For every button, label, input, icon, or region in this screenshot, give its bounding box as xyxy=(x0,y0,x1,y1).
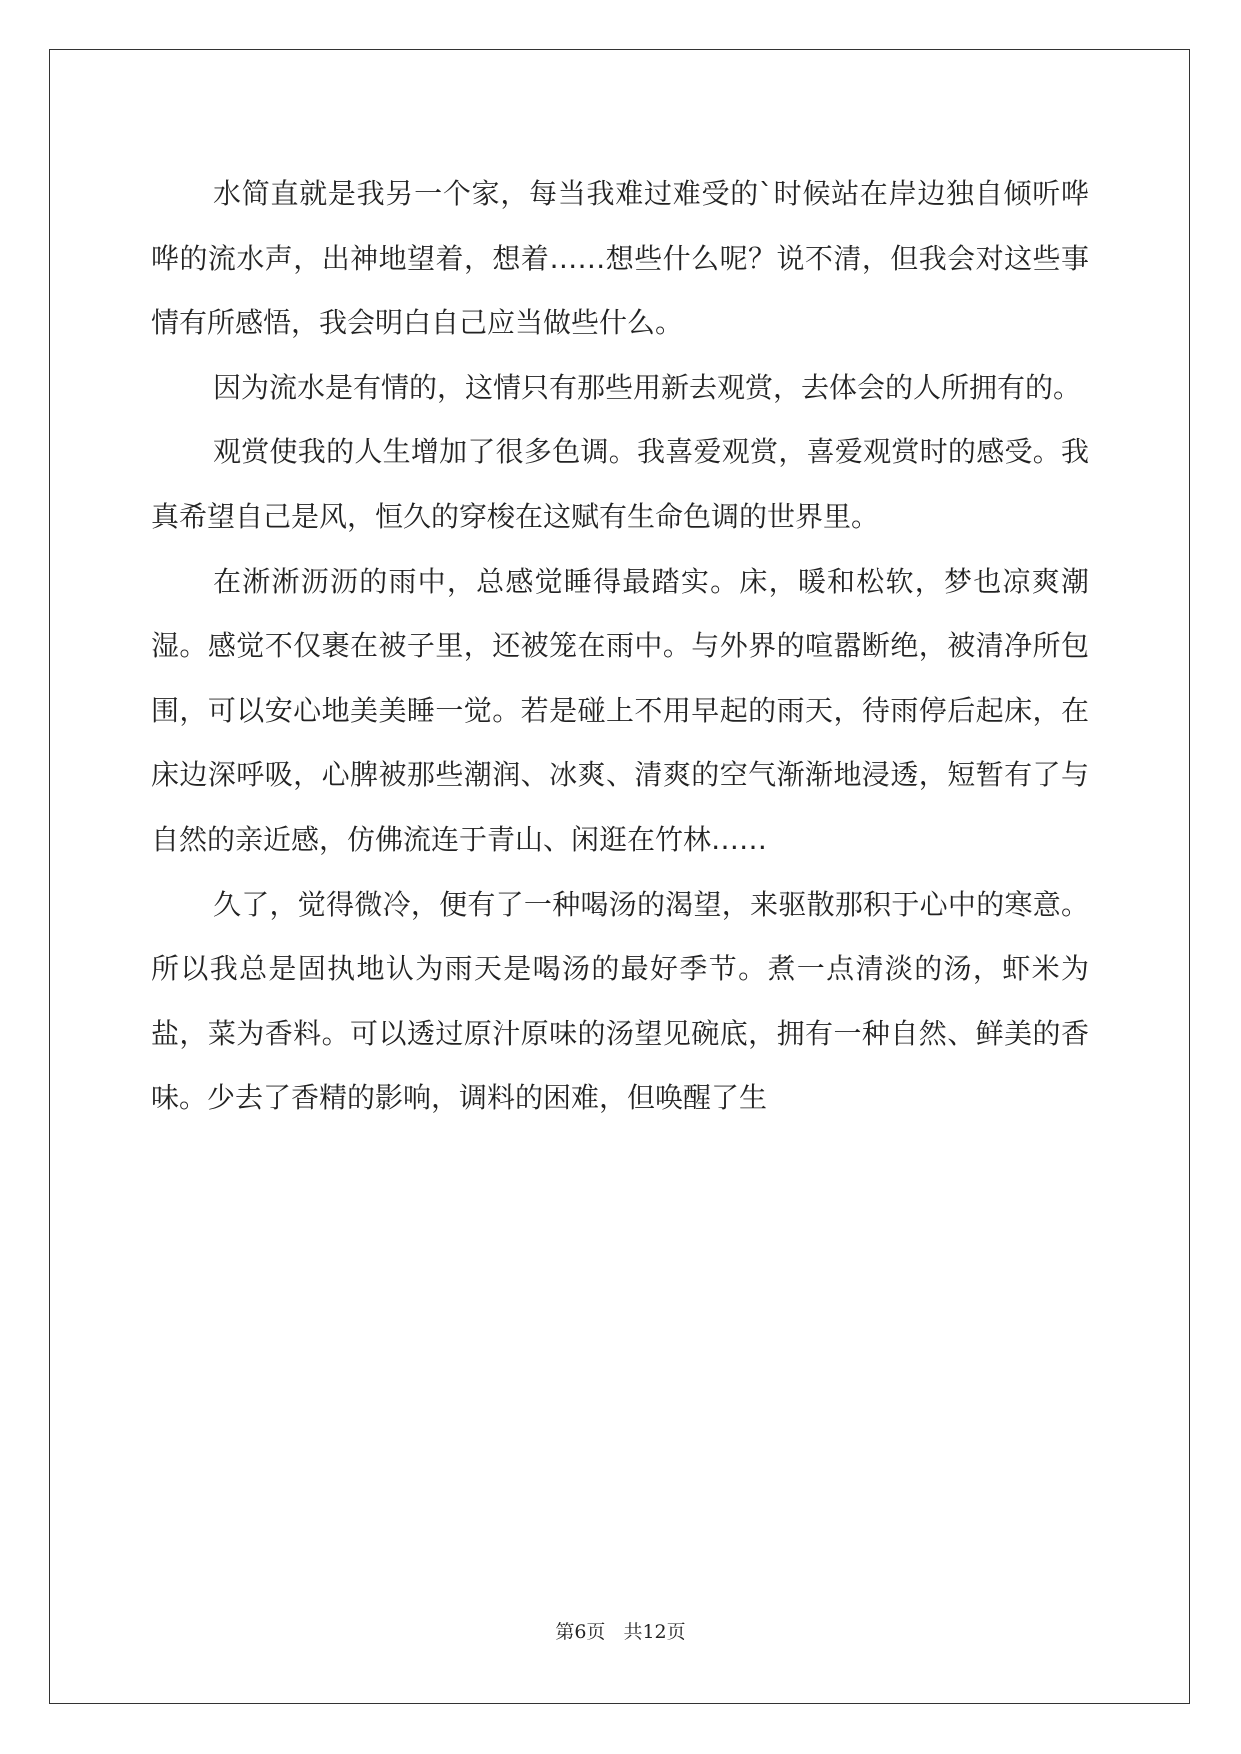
paragraph: 水简直就是我另一个家，每当我难过难受的`时候站在岸边独自倾听哗哗的流水声，出神地望着，想着……想些什么呢？说不清，但我会对这些事情有所感悟，我会明白自己应当做些什么。 xyxy=(151,177,1089,340)
paragraph: 久了，觉得微冷，便有了一种喝汤的渴望，来驱散那积于心中的寒意。所以我总是固执地认为雨天是喝汤的最好季节。煮一点清淡的汤，虾米为盐，菜为香料。可以透过原汁原味的汤望见碗底，拥有一种自然、鲜美的香味。少去了香精的影响，调料的困难，但唤醒了生 xyxy=(151,887,1089,1115)
page-number: 第6页 xyxy=(555,1621,606,1643)
paragraph: 在淅淅沥沥的雨中，总感觉睡得最踏实。床，暖和松软，梦也凉爽潮湿。感觉不仅裹在被子里，还被笼在雨中。与外界的喧嚣断绝，被清净所包围，可以安心地美美睡一觉。若是碰上不用早起的雨天，待雨停后起床，在床边深呼吸，心脾被那些潮润、冰爽、清爽的空气渐渐地浸透，短暂有了与自然的亲近感，仿佛流连于青山、闲逛在竹林…… xyxy=(151,564,1089,856)
paragraph: 观赏使我的人生增加了很多色调。我喜爱观赏，喜爱观赏时的感受。我真希望自己是风，恒久的穿梭在这赋有生命色调的世界里。 xyxy=(151,435,1089,533)
page-footer xyxy=(0,1620,1241,1644)
paragraph: 因为流水是有情的，这情只有那些用新去观赏，去体会的人所拥有的。 xyxy=(213,370,1082,404)
document-body xyxy=(151,162,1089,1131)
page-total: 共12页 xyxy=(623,1621,686,1643)
